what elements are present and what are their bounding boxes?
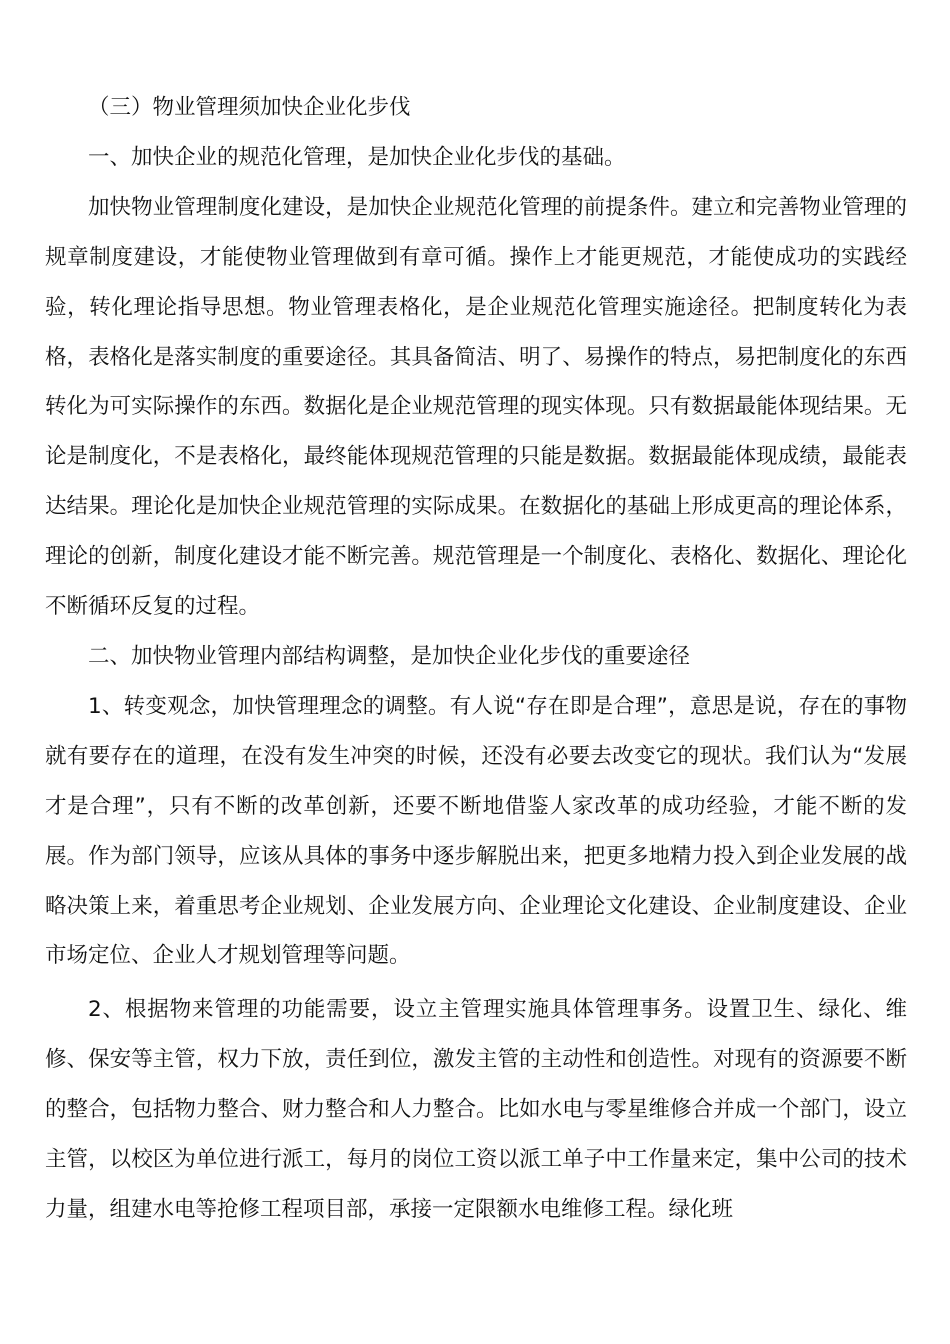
paragraph-1: 一、加快企业的规范化管理，是加快企业化步伐的基础。 <box>88 144 626 170</box>
paragraph-2: 加快物业管理制度化建设，是加快企业规范化管理的前提条件。建立和完善物业管理的规章制度建设，才能使物业管理做到有章可循。操作上才能更规范，才能使成功的实践经验，转化理论指导思想。物业管理表格化，是企业规范化管理实施途径。把制度转化为表格，表格化是落实制度的重要途径。其具备简洁、明了、易操作的特点，易把制度化的东西转化为可实际操作的东西。数据化是企业规范管理的现实体现。只有数据最能体现结果。无论是制度化，不是表格化，最终能体现规范管理的只能是数据。数据最能体现成绩，最能表达结果。理论化是加快企业规范管理的实际成果。在数据化的基础上形成更高的理论体系，理论的创新，制度化建设才能不断完善。规范管理是一个制度化、表格化、数据化、理论化不断循环反复的过程。 <box>45 194 907 620</box>
paragraph-5: 2、根据物来管理的功能需要，设立主管理实施具体管理事务。设置卫生、绿化、维修、保安等主管，权力下放，责任到位，激发主管的主动性和创造性。对现有的资源要不断的整合，包括物力整合、财力整合和人力整合。比如水电与零星维修合并成一个部门，设立主管，以校区为单位进行派工，每月的岗位工资以派工单子中工作量来定，集中公司的技术力量，组建水电等抢修工程项目部，承接一定限额水电维修工程。绿化班 <box>45 997 907 1222</box>
paragraph-3: 二、加快物业管理内部结构调整，是加快企业化步伐的重要途径 <box>88 643 691 669</box>
paragraph-4: 1、转变观念，加快管理理念的调整。有人说“存在即是合理”，意思是说，存在的事物就有要存在的道理，在没有发生冲突的时候，还没有必要去改变它的现状。我们认为“发展才是合理”，只有不断的改革创新，还要不断地借鉴人家改革的成功经验，才能不断的发展。作为部门领导，应该从具体的事务中逐步解脱出来，把更多地精力投入到企业发展的战略决策上来，着重思考企业规划、企业发展方向、企业理论文化建设、企业制度建设、企业市场定位、企业人才规划管理等问题。 <box>45 693 907 969</box>
document-body <box>45 83 907 1235</box>
section-heading: （三）物业管理须加快企业化步伐 <box>88 95 411 120</box>
